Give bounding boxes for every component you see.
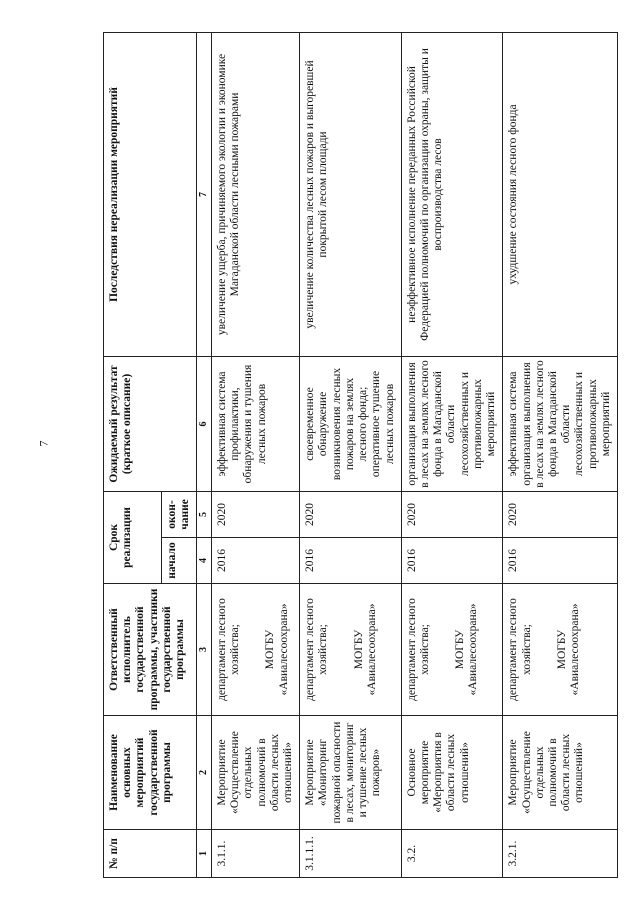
executor-secondary: МОГБУ «Авиалесоохрана» (555, 603, 581, 696)
end-year: 2020 (300, 491, 402, 537)
start-year: 2016 (401, 538, 503, 584)
row-number: 3.2.1. (503, 830, 618, 878)
executor-secondary: МОГБУ «Авиалесоохрана» (264, 603, 290, 696)
header-col-executor: Ответственный исполнитель государственной программы, участники государственной программы (104, 584, 197, 716)
col-number-1: 1 (197, 830, 212, 878)
executor-primary: департамент лесного хозяйства; (215, 598, 242, 701)
activity-executor (211, 584, 299, 716)
activity-name: Мероприятие «Мониторинг пожарной опасности в лесах, мониторинг и тушение лесных пожаров» (300, 716, 402, 830)
activity-name: Основное мероприятие «Мероприятия в области лесных отношений» (401, 716, 503, 830)
program-activities-table (103, 32, 618, 878)
start-year: 2016 (211, 538, 299, 584)
table-row (401, 32, 503, 877)
row-number: 3.1.1. (211, 830, 299, 878)
header-col-result: Ожидаемый результат (краткое описание) (104, 356, 197, 491)
expected-result: эффективная система организация выполнения в лесах на землях лесного фонда в Магаданской области лесохозяйственных и противопожарных мероприятий (503, 356, 618, 491)
consequence: неэффективное исполнение переданных Российской Федерацией полномочий по организации охраны, защиты и воспроизводства лесов (401, 32, 503, 356)
activity-name: Мероприятие «Осуществление отдельных полномочий в области лесных отношений» (211, 716, 299, 830)
executor-secondary: МОГБУ «Авиалесоохрана» (352, 603, 378, 696)
header-col-period: Срок реализации (104, 491, 162, 583)
col-number-3: 3 (197, 584, 212, 716)
col-number-2: 2 (197, 716, 212, 830)
column-number-row (197, 32, 212, 877)
executor-secondary: МОГБУ «Авиалесоохрана» (454, 603, 480, 696)
expected-result: организация выполнения в лесах на землях лесного фонда в Магаданской области лесохозяйственных и противопожарных мероприятий (401, 356, 503, 491)
expected-result: своевременное обнаружение возникновения лесных пожаров на землях лесного фонда; оперативное тушение лесных пожаров (300, 356, 402, 491)
executor-primary: департамент лесного хозяйства; (405, 598, 431, 701)
end-year: 2020 (503, 491, 618, 537)
rotated-table-page (103, 33, 612, 878)
activity-executor (401, 584, 503, 716)
consequence: увеличение ущерба, причиняемого экологии и экономике Магаданской области лесными пожарами (211, 32, 299, 356)
header-col-consequence: Последствия нереализации мероприятий (104, 32, 197, 356)
executor-primary: департамент лесного хозяйства; (507, 598, 533, 701)
header-col-end: окон-чание (162, 491, 197, 537)
table-row (211, 32, 299, 877)
start-year: 2016 (503, 538, 618, 584)
table-row (503, 32, 618, 877)
start-year: 2016 (300, 538, 402, 584)
activity-executor (300, 584, 402, 716)
header-col-name: Наименование основных мероприятий государственной программы (104, 716, 197, 830)
executor-primary: департамент лесного хозяйства; (304, 598, 330, 701)
header-col-start: начало (162, 538, 197, 584)
row-number: 3.2. (401, 830, 503, 878)
consequence: увеличение количества лесных пожаров и выгоревшей покрытой лесом площади (300, 32, 402, 356)
col-number-4: 4 (197, 538, 212, 584)
col-number-7: 7 (197, 32, 212, 356)
activity-name: Мероприятие «Осуществление отдельных полномочий в области лесных отношений» (503, 716, 618, 830)
header-col-number: № п/п (104, 830, 197, 878)
col-number-6: 6 (197, 356, 212, 491)
table-row (300, 32, 402, 877)
col-number-5: 5 (197, 491, 212, 537)
consequence: ухудшение состояния лесного фонда (503, 32, 618, 356)
end-year: 2020 (211, 491, 299, 537)
activity-executor (503, 584, 618, 716)
row-number: 3.1.1.1. (300, 830, 402, 878)
header-row (104, 32, 162, 877)
expected-result: эффективная система профилактики, обнаружения и тушения лесных пожаров (211, 356, 299, 491)
page-number: 7 (36, 440, 51, 447)
end-year: 2020 (401, 491, 503, 537)
